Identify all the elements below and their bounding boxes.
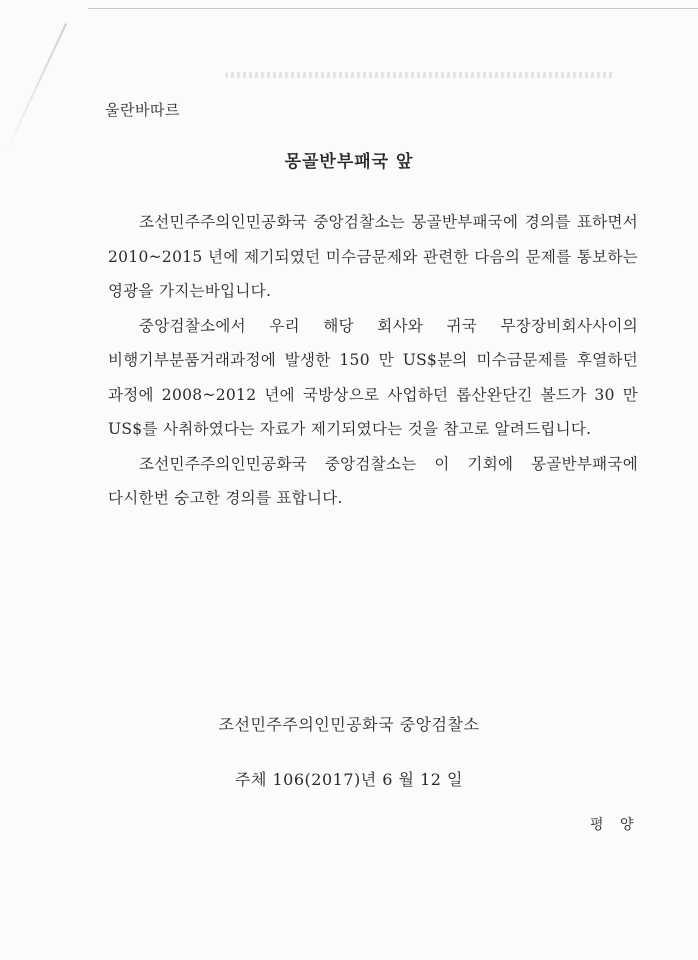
letter-title: 몽골반부패국 앞 xyxy=(284,152,414,172)
paper-fold-line xyxy=(6,23,67,151)
signature-organization: 조선민주주의인민공화국 중앙검찰소 xyxy=(218,715,480,734)
letter-date: 주체 106(2017)년 6 월 12 일 xyxy=(235,770,463,789)
scan-top-edge xyxy=(88,8,698,9)
paragraph-2: 중앙검찰소에서 우리 해당 회사와 귀국 무장장비회사사이의 비행기부분품거래과정에 발생한 150 만 US$분의 미수금문제를 후열하던 과정에 2008~2012 년에 국방상으로 사업하던 롭산완단긴 볼드가 30 만 US$를 사취하였다는 자료가 제기되였다는 것을 참고로 알려드립니다. xyxy=(108,316,638,438)
paragraph-1: 조선민주주의인민공화국 중앙검찰소는 몽골반부패국에 경의를 표하면서 2010~2015 년에 제기되였던 미수금문제와 관련한 다음의 문제를 통보하는 영광을 가지는바입니다. xyxy=(108,213,638,300)
addressee-city: 울란바따르 xyxy=(105,101,180,119)
letter-place: 평 양 xyxy=(590,817,640,833)
letter-body xyxy=(108,205,638,516)
scan-smudge xyxy=(225,72,615,78)
paragraph-3: 조선민주주의인민공화국 중앙검찰소는 이 기회에 몽골반부패국에 다시한번 숭고한 경의를 표합니다. xyxy=(108,454,638,507)
